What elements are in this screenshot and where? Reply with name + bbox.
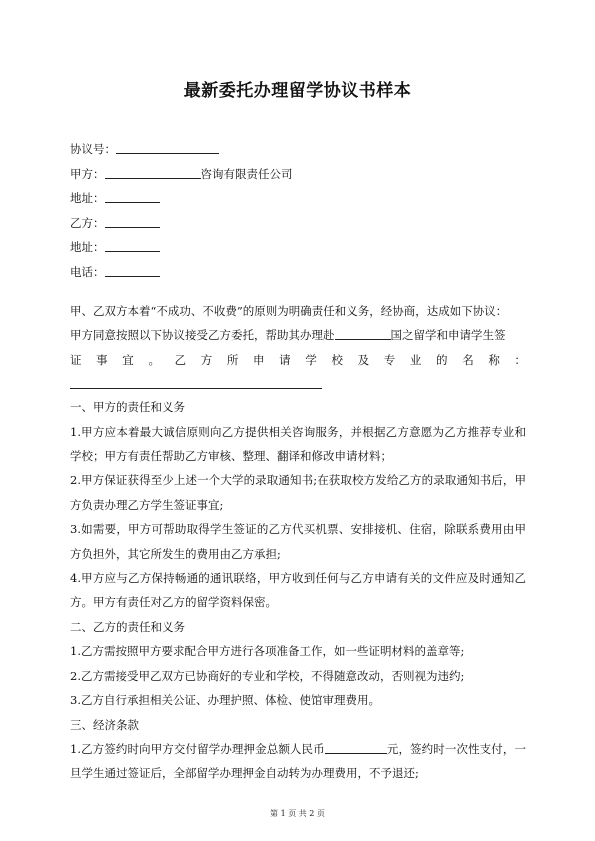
intro-paragraph: 甲、乙双方本着“不成功、不收费”的原则为明确责任和义务，经协商，达成如下协议： — [70, 304, 508, 318]
blank-line — [105, 189, 160, 203]
phone-field — [70, 262, 293, 287]
agreement-number-field — [70, 139, 293, 164]
party-b-address-field — [70, 237, 293, 262]
field-label: 协议号： — [70, 142, 116, 156]
party-b-field — [70, 213, 293, 238]
field-label: 乙方： — [70, 215, 105, 230]
intro-paragraph: 证事宜。乙方所申请学校及专业的名称： — [70, 352, 526, 367]
blank-line — [325, 740, 387, 754]
page-footer: 第 1 页 共 2 页 — [270, 809, 325, 818]
intro-paragraph: 甲方同意按照以下协议接受乙方委托，帮助其办理赴 国之留学和申请学生签 — [70, 328, 506, 343]
blank-line — [70, 372, 322, 389]
party-a-field — [70, 164, 293, 189]
clause-paragraph: 1.乙方签约时向甲方交付留学办理押金总额人民币 元，签约时一次性支付，一旦学生通过签证后，全部留学办理押金自动转为办理费用，不予退还; — [70, 741, 526, 781]
clause-paragraph: 3.如需要，甲方可帮助取得学生签证的乙方代买机票、安排接机、住宿，除联系费用由甲方负担外，其它所发生的费用由乙方承担; — [70, 522, 526, 561]
clause-paragraph: 1.甲方应本着最大诚信原则向乙方提供相关咨询服务，并根据乙方意愿为乙方推荐专业和学校；甲方有责任帮助乙方审核、整理、翻译和修改申请材料； — [70, 424, 526, 464]
field-label: 地址： — [70, 240, 105, 254]
blank-line — [116, 140, 219, 154]
blank-line — [105, 238, 160, 252]
party-info-fields — [70, 139, 293, 286]
section-heading: 二、乙方的责任和义务 — [70, 619, 185, 634]
party-a-address-field — [70, 188, 293, 213]
agreement-body — [70, 299, 526, 786]
field-label: 电话： — [70, 264, 105, 279]
document-title: 最新委托办理留学协议书样本 — [183, 81, 412, 101]
clause-paragraph: 2.甲方保证获得至少上述一个大学的录取通知书;在获取校方发给乙方的录取通知书后，甲方负责办理乙方学生签证事宜; — [70, 473, 526, 512]
section-heading: 三、经济条款 — [70, 717, 139, 732]
clause-paragraph: 4.甲方应与乙方保持畅通的通讯联络，甲方收到任何与乙方申请有关的文件应及时通知乙方。甲方有责任对乙方的留学资料保密。 — [70, 571, 526, 610]
field-suffix: 咨询有限责任公司 — [200, 166, 293, 181]
blank-line — [105, 214, 160, 228]
blank-line — [105, 165, 201, 179]
clause-paragraph: 3.乙方自行承担相关公证、办理护照、体检、使馆审理费用。 — [70, 693, 380, 708]
field-label: 甲方： — [70, 166, 105, 181]
section-heading: 一、甲方的责任和义务 — [70, 400, 185, 415]
clause-paragraph: 2.乙方需接受甲乙双方已协商好的专业和学校，不得随意改动，否则视为违约; — [70, 668, 465, 683]
blank-line — [335, 326, 391, 340]
blank-line — [105, 263, 160, 277]
clause-paragraph: 1.乙方需按照甲方要求配合甲方进行各项准备工作，如一些证明材料的盖章等; — [70, 644, 465, 659]
field-label: 地址： — [70, 191, 105, 205]
